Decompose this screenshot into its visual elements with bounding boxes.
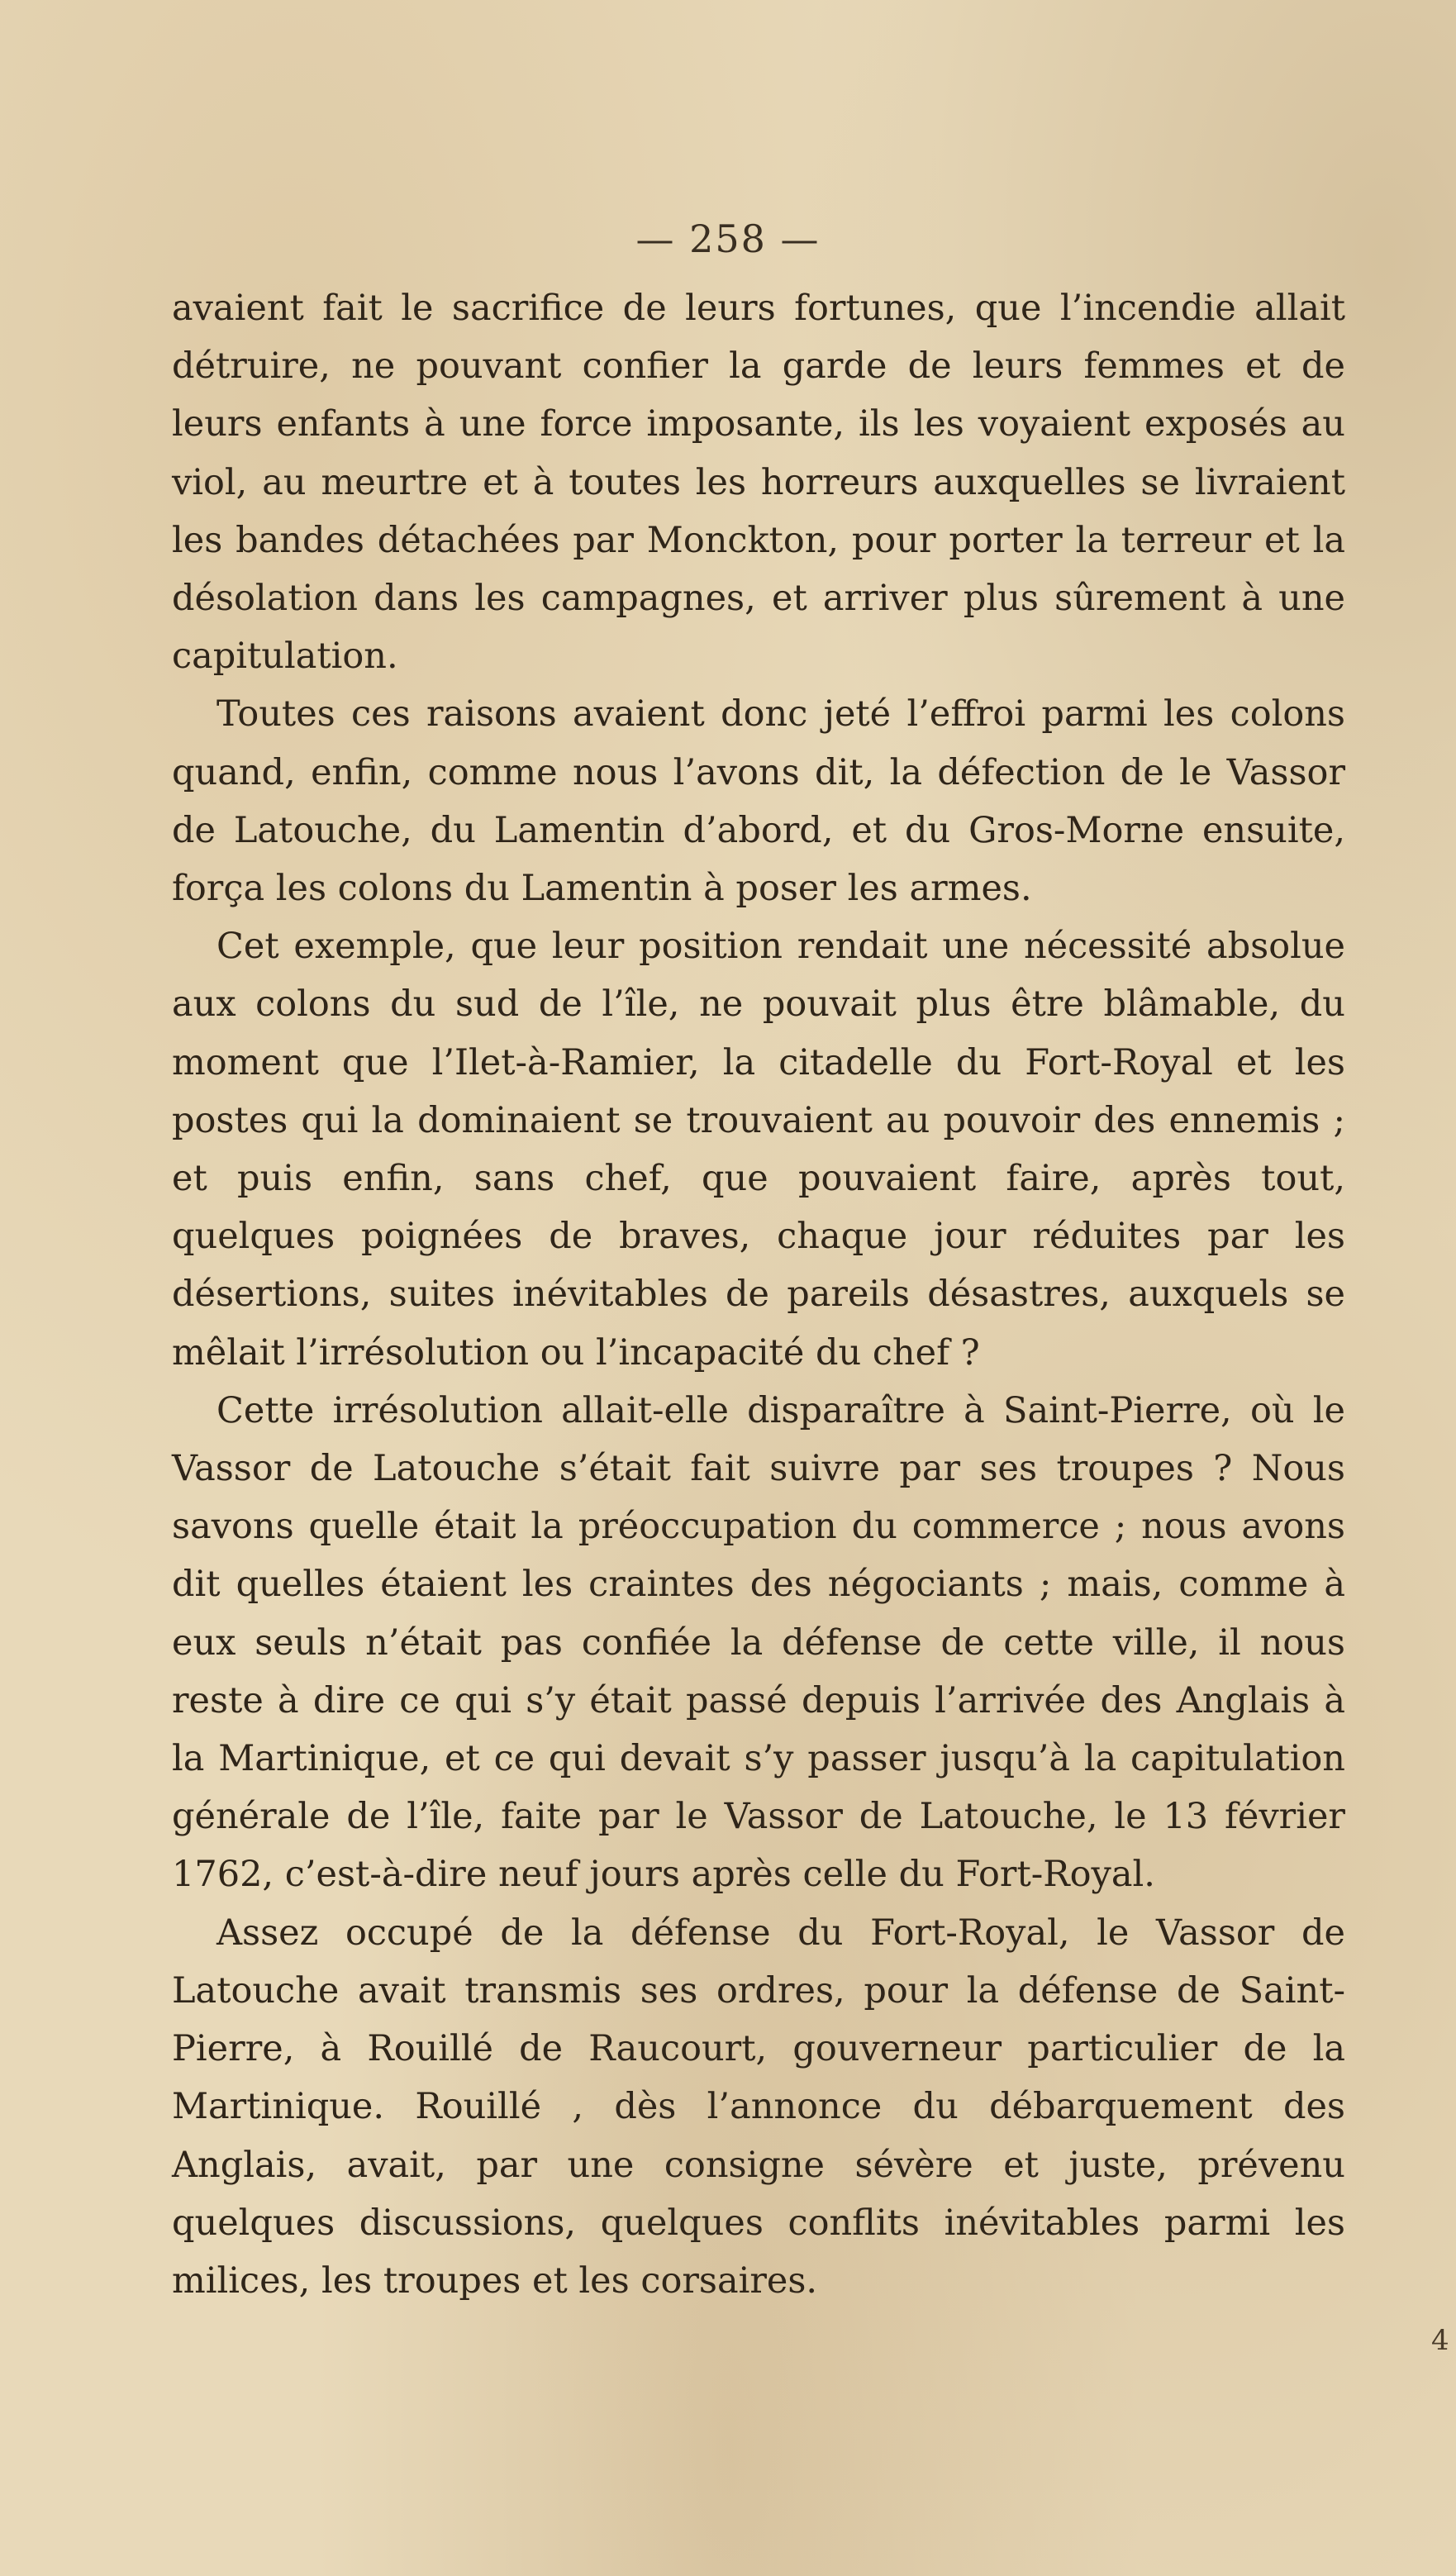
paragraph-4: Cette irrésolution allait-elle disparaître à Saint-Pierre, où le Vassor de Latouche s’était fait suivre par ses troupes ? Nous savons quelle était la préoccupation du commerce ; nous avons dit quelles étaient les craintes des négociants ; mais, comme à eux seuls n’était pas confiée la défense de cette ville, il nous reste à dire ce qui s’y était passé depuis l’arrivée des Anglais à la Martinique, et ce qui devait s’y passer jusqu’à la capitulation générale de l’île, faite par le Vassor de Latouche, le 13 février 1762, c’est-à-dire neuf jours après celle du Fort-Royal. xyxy=(172,1389,1345,1896)
paragraph-3: Cet exemple, que leur position rendait une nécessité absolue aux colons du sud de l’île, ne pouvait plus être blâmable, du moment que l’Ilet-à-Ramier, la citadelle du Fort-Royal et les postes qui la dominaient se trouvaient au pouvoir des ennemis ; et puis enfin, sans chef, que pouvaient faire, après tout, quelques poignées de braves, chaque jour réduites par les désertions, suites inévitables de pareils désastres, auxquels se mêlait l’irrésolution ou l’incapacité du chef ? xyxy=(172,926,1345,1374)
page-number: — 258 — xyxy=(635,217,821,261)
margin-signature-mark: 4 xyxy=(1431,2324,1449,2357)
paragraph-1: avaient fait le sacrifice de leurs fortunes, que l’incendie allait détruire, ne pouvant confier la garde de leurs femmes et de leurs enfants à une force imposante, ils les voyaient exposés au viol, au meurtre et à toutes les horreurs auxquelles se livraient les bandes détachées par Monckton, pour porter la terreur et la désolation dans les campagnes, et arriver plus sûrement à une capitulation. xyxy=(172,288,1345,678)
page-body-text xyxy=(172,279,1345,2310)
paragraph-2: Toutes ces raisons avaient donc jeté l’effroi parmi les colons quand, enfin, comme nous l’avons dit, la défection de le Vassor de Latouche, du Lamentin d’abord, et du Gros-Morne ensuite, força les colons du Lamentin à poser les armes. xyxy=(172,693,1345,910)
paragraph-5: Assez occupé de la défense du Fort-Royal, le Vassor de Latouche avait transmis ses ordres, pour la défense de Saint-Pierre, à Rouillé de Raucourt, gouverneur particulier de la Martinique. Rouillé , dès l’annonce du débarquement des Anglais, avait, par une consigne sévère et juste, prévenu quelques discussions, quelques conflits inévitables parmi les milices, les troupes et les corsaires. xyxy=(172,1912,1345,2302)
